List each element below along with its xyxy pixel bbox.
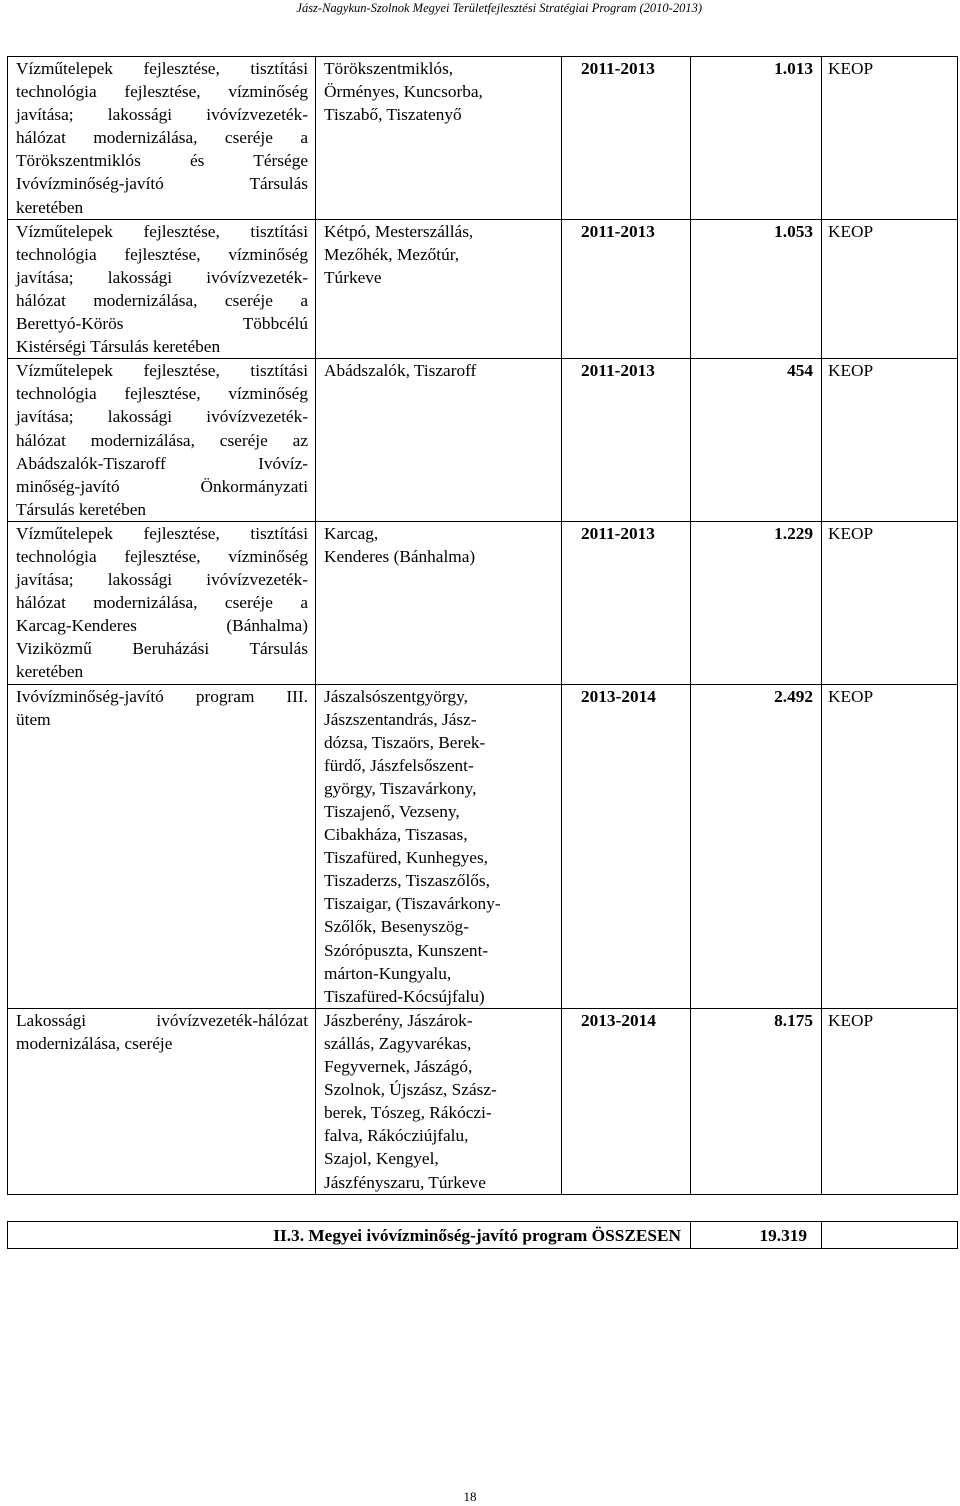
settlement-line: Tiszaderzs, Tiszaszőlős, xyxy=(324,871,490,891)
project-description xyxy=(8,521,316,684)
project-line: Ivóvízminőség-javító Társulás xyxy=(16,174,308,194)
project-line: javítása; lakossági ivóvízvezeték- xyxy=(16,267,308,287)
settlements xyxy=(316,219,562,359)
amount: 8.175 xyxy=(691,1008,822,1194)
funding-source: KEOP xyxy=(822,57,958,220)
project-line: Ivóvízminőség-javító program III. xyxy=(16,686,308,706)
table-row xyxy=(8,1008,958,1194)
total-amount: 19.319 xyxy=(691,1222,822,1249)
settlement-line: Jászberény, Jászárok- xyxy=(324,1010,473,1030)
settlements xyxy=(316,359,562,522)
settlement-line: Kétpó, Mesterszállás, xyxy=(324,221,474,241)
settlement-line: Karcag, xyxy=(324,523,379,543)
project-line: modernizálása, cseréje xyxy=(16,1033,173,1053)
settlements xyxy=(316,684,562,1008)
amount: 1.229 xyxy=(691,521,822,684)
project-line: Kistérségi Társulás keretében xyxy=(16,337,221,357)
project-description xyxy=(8,57,316,220)
settlement-line: Tiszabő, Tiszatenyő xyxy=(324,105,462,125)
period: 2011-2013 xyxy=(562,521,691,684)
total-empty-cell xyxy=(822,1222,958,1249)
settlement-line: Törökszentmiklós, xyxy=(324,59,454,78)
project-line: Berettyó-Körös Többcélú xyxy=(16,314,308,334)
project-line: Viziközmű Beruházási Társulás xyxy=(16,639,308,659)
project-line: technológia fejlesztése, vízminőség xyxy=(16,546,308,566)
amount: 454 xyxy=(691,359,822,522)
project-line: Abádszalók-Tiszaroff Ivóvíz- xyxy=(16,453,308,473)
settlements xyxy=(316,1008,562,1194)
funding-source: KEOP xyxy=(822,1008,958,1194)
total-row xyxy=(8,1222,958,1249)
settlement-line: Jászfényszaru, Túrkeve xyxy=(324,1172,486,1192)
settlements xyxy=(316,57,562,220)
project-line: keretében xyxy=(16,662,84,682)
settlement-line: szállás, Zagyvarékas, xyxy=(324,1033,472,1053)
settlement-line: Jászszentandrás, Jász- xyxy=(324,709,477,729)
settlement-line: györgy, Tiszavárkony, xyxy=(324,778,477,798)
settlement-line: márton-Kungyalu, xyxy=(324,963,452,983)
project-line: hálózat modernizálása, cseréje az xyxy=(16,430,308,450)
period: 2011-2013 xyxy=(562,359,691,522)
total-label: II.3. Megyei ivóvízminőség-javító program ÖSSZESEN xyxy=(8,1222,691,1249)
amount: 1.013 xyxy=(691,57,822,220)
settlement-line: Jászalsószentgyörgy, xyxy=(324,686,468,706)
project-line: ütem xyxy=(16,709,51,729)
funding-source: KEOP xyxy=(822,219,958,359)
project-line: Vízműtelepek fejlesztése, tisztítási xyxy=(16,221,308,241)
project-description xyxy=(8,219,316,359)
total-table xyxy=(7,1221,958,1249)
settlement-line: Cibakháza, Tiszasas, xyxy=(324,825,468,845)
settlement-line: falva, Rákócziújfalu, xyxy=(324,1126,469,1146)
project-line: Lakossági ivóvízvezeték-hálózat xyxy=(16,1010,308,1030)
settlement-line: dózsa, Tiszaörs, Berek- xyxy=(324,732,486,752)
page-number: 18 xyxy=(463,1489,477,1504)
project-line: Vízműtelepek fejlesztése, tisztítási xyxy=(16,361,308,381)
settlement-line: berek, Tószeg, Rákóczi- xyxy=(324,1103,492,1123)
settlement-line: Kenderes (Bánhalma) xyxy=(324,546,476,566)
project-line: javítása; lakossági ivóvízvezeték- xyxy=(16,407,308,427)
project-line: hálózat modernizálása, cseréje a xyxy=(16,593,308,613)
table-row xyxy=(8,359,958,522)
project-line: minőség-javító Önkormányzati xyxy=(16,476,308,496)
settlements xyxy=(316,521,562,684)
header-title: Jász-Nagykun-Szolnok Megyei Területfejlesztési Stratégiai Program (2010-2013) xyxy=(296,1,702,15)
period: 2011-2013 xyxy=(562,57,691,220)
funding-source: KEOP xyxy=(822,359,958,522)
settlement-line: Tiszaigar, (Tiszavárkony- xyxy=(324,894,501,914)
funding-source: KEOP xyxy=(822,521,958,684)
project-line: technológia fejlesztése, vízminőség xyxy=(16,244,308,264)
settlement-line: Tiszafüred, Kunhegyes, xyxy=(324,848,488,868)
settlement-line: Túrkeve xyxy=(324,267,382,287)
project-description xyxy=(8,359,316,522)
period: 2013-2014 xyxy=(562,1008,691,1194)
amount: 1.053 xyxy=(691,219,822,359)
settlement-line: Abádszalók, Tiszaroff xyxy=(324,361,477,381)
settlement-line: Tiszafüred-Kócsújfalu) xyxy=(324,986,485,1006)
period: 2013-2014 xyxy=(562,684,691,1008)
settlement-line: Szórópuszta, Kunszent- xyxy=(324,940,489,960)
project-description xyxy=(8,1008,316,1194)
settlement-line: Szőlők, Besenyszög- xyxy=(324,917,469,937)
project-line: keretében xyxy=(16,197,84,217)
amount: 2.492 xyxy=(691,684,822,1008)
project-table xyxy=(7,56,958,1195)
project-table-body xyxy=(8,57,958,1195)
settlement-line: Fegyvernek, Jászágó, xyxy=(324,1057,473,1077)
project-line: Vízműtelepek fejlesztése, tisztítási xyxy=(16,59,308,78)
project-line: technológia fejlesztése, vízminőség xyxy=(16,384,308,404)
project-line: javítása; lakossági ivóvízvezeték- xyxy=(16,570,308,590)
page-header xyxy=(0,0,960,18)
settlement-line: fürdő, Jászfelsőszent- xyxy=(324,755,474,775)
project-line: hálózat modernizálása, cseréje a xyxy=(16,290,308,310)
project-line: Vízműtelepek fejlesztése, tisztítási xyxy=(16,523,308,543)
project-line: hálózat modernizálása, cseréje a xyxy=(16,128,308,148)
period: 2011-2013 xyxy=(562,219,691,359)
table-row xyxy=(8,521,958,684)
project-line: Társulás keretében xyxy=(16,499,147,519)
settlement-line: Örményes, Kuncsorba, xyxy=(324,82,483,102)
table-row xyxy=(8,57,958,220)
project-description xyxy=(8,684,316,1008)
settlement-line: Szolnok, Újszász, Szász- xyxy=(324,1080,497,1100)
project-line: Törökszentmiklós és Térsége xyxy=(16,151,308,171)
table-row xyxy=(8,684,958,1008)
settlement-line: Mezőhék, Mezőtúr, xyxy=(324,244,460,264)
table-row xyxy=(8,219,958,359)
project-line: javítása; lakossági ivóvízvezeték- xyxy=(16,105,308,125)
settlement-line: Szajol, Kengyel, xyxy=(324,1149,439,1169)
funding-source: KEOP xyxy=(822,684,958,1008)
project-line: Karcag-Kenderes (Bánhalma) xyxy=(16,616,308,636)
settlement-line: Tiszajenő, Vezseny, xyxy=(324,802,460,821)
project-line: technológia fejlesztése, vízminőség xyxy=(16,82,308,102)
